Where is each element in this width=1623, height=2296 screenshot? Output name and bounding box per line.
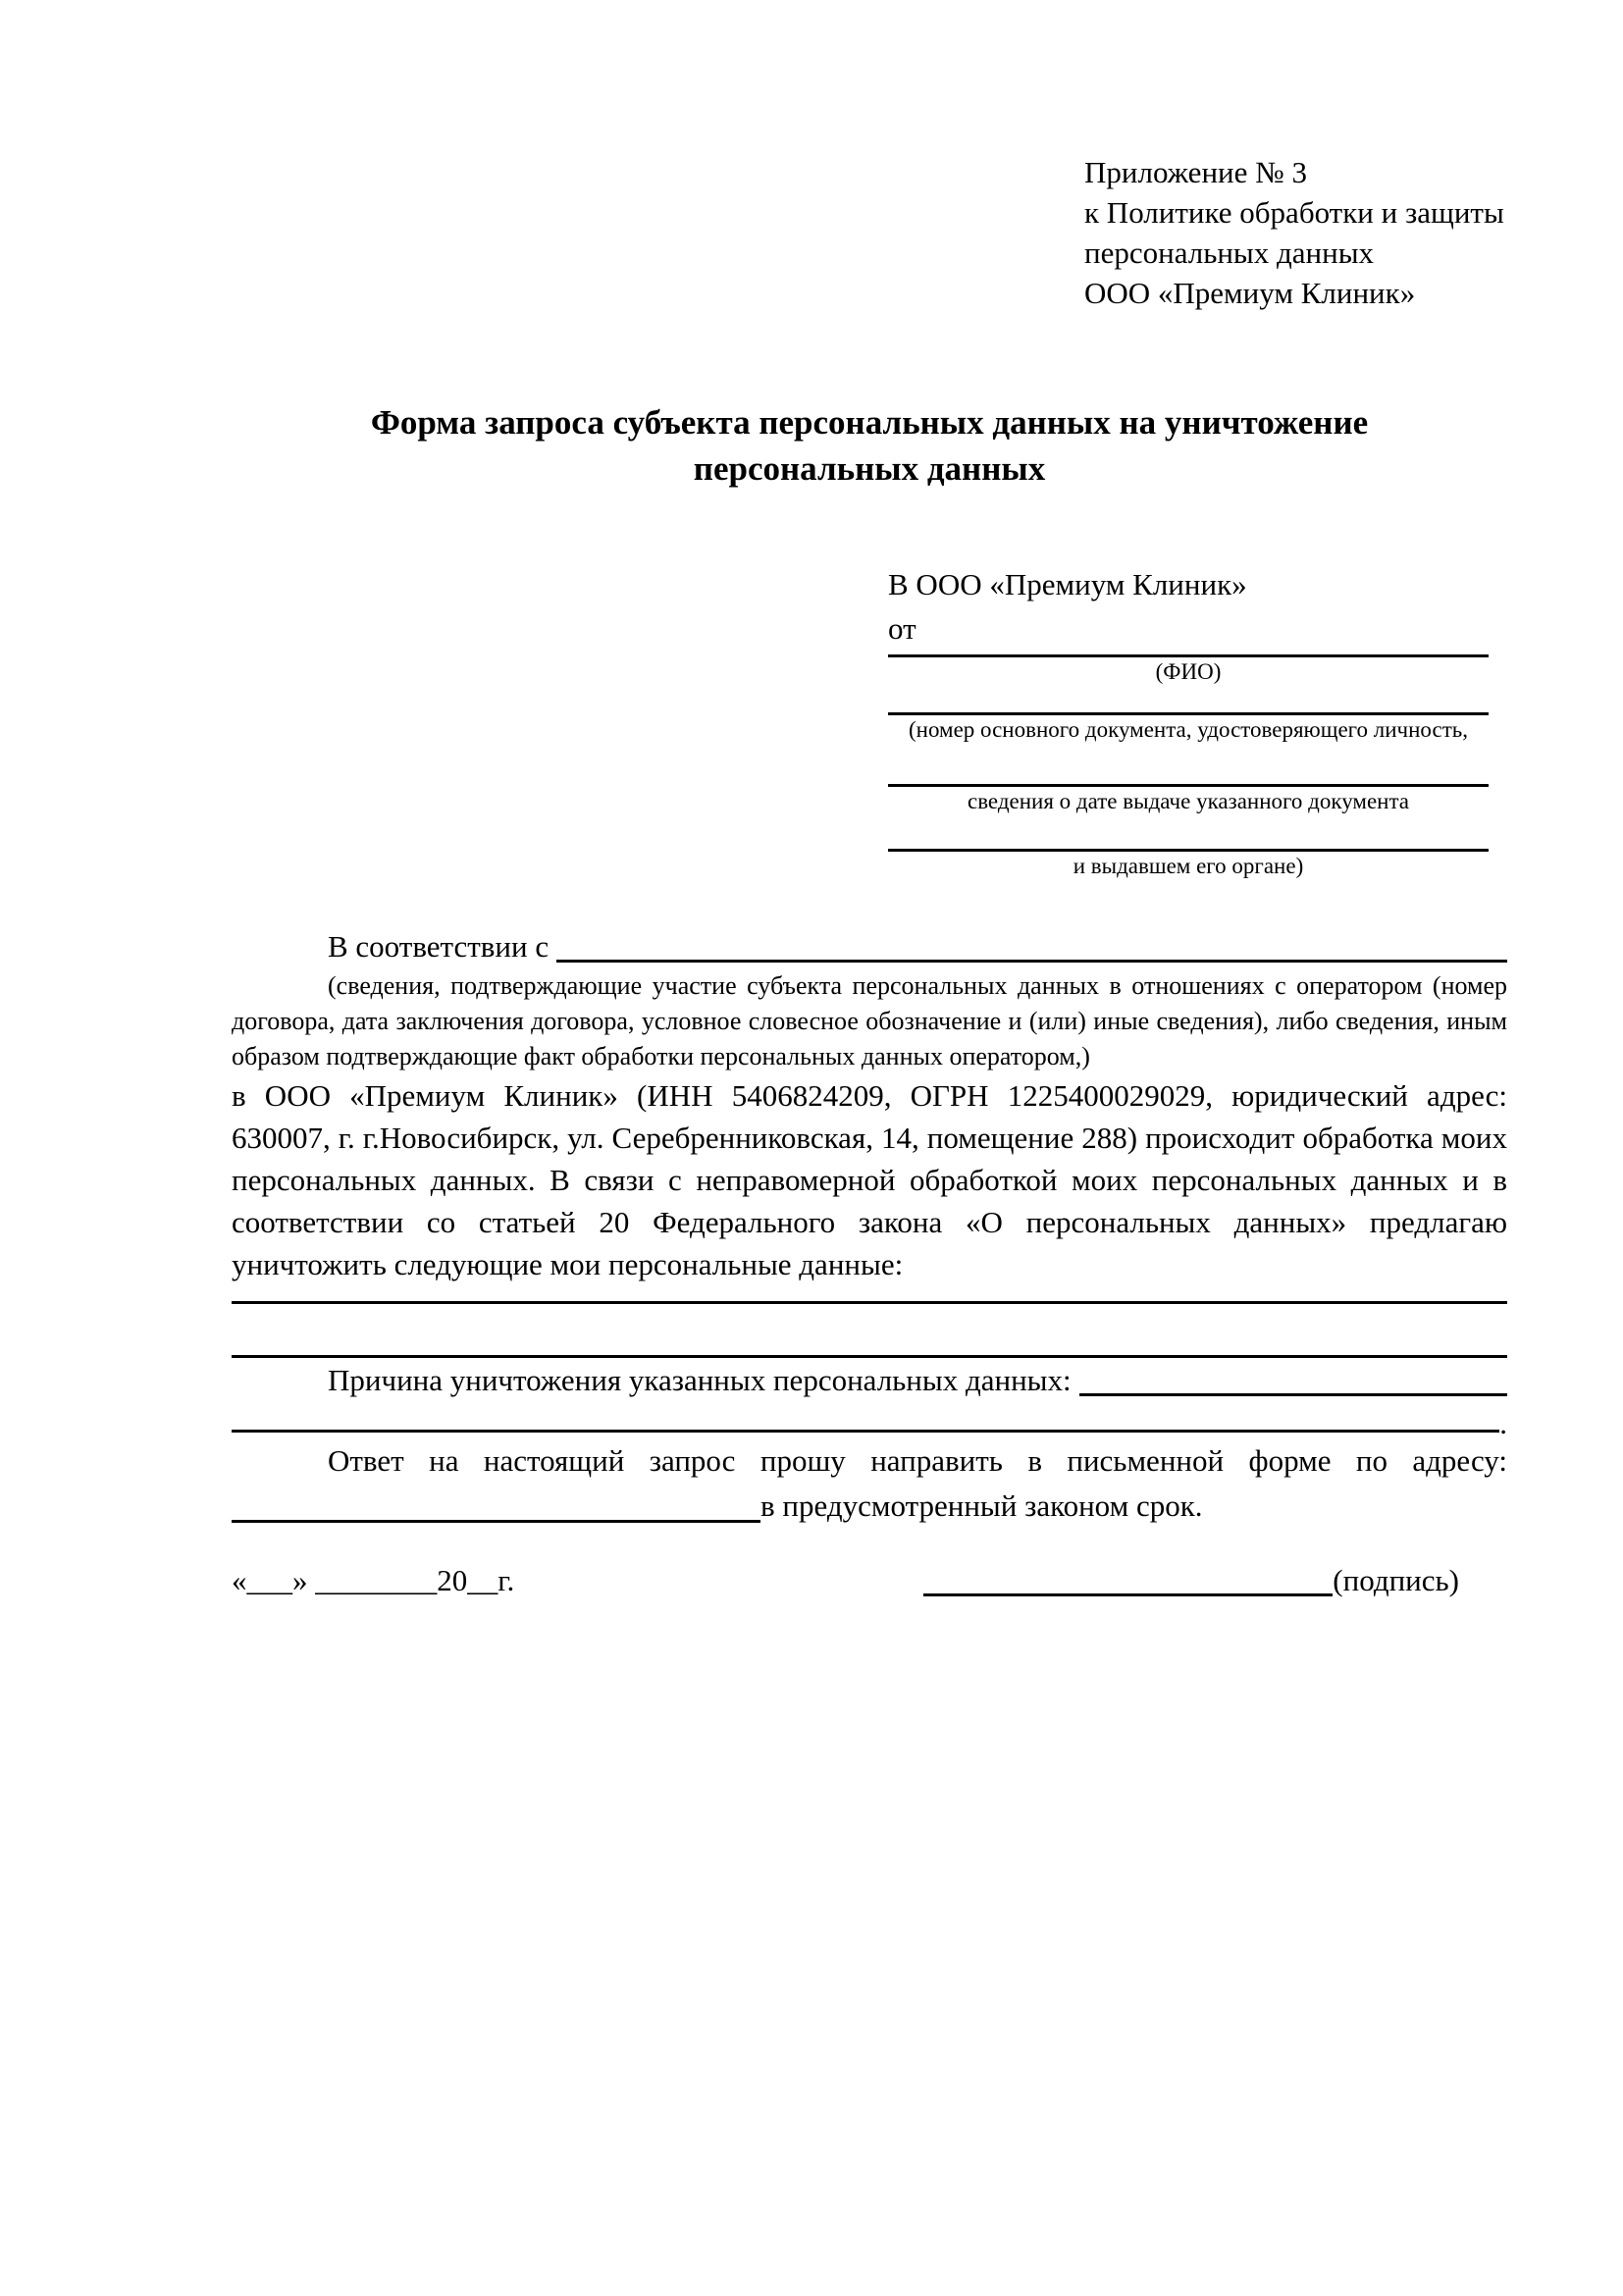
header-note-line-2: к Политике обработки и защиты — [1084, 195, 1504, 230]
accordance-label: В соответствии с — [328, 929, 550, 964]
title-line-2: персональных данных — [693, 449, 1046, 488]
signature-blank-line — [923, 1593, 1333, 1596]
id-document-blank-line — [888, 687, 1489, 715]
header-note-line-4: ООО «Премиум Клиник» — [1084, 276, 1416, 310]
header-note — [1084, 152, 1507, 313]
issue-date-caption: сведения о дате выдаче указанного документа — [967, 789, 1410, 813]
reason-line-period: . — [1499, 1406, 1507, 1440]
id-document-caption: (номер основного документа, удостоверяющего личность, — [908, 717, 1468, 742]
accordance-row — [232, 924, 1507, 968]
personal-data-blank-line-1 — [232, 1285, 1507, 1304]
issuing-authority-caption: и выдавшем его органе) — [1073, 854, 1304, 878]
signature-area — [923, 1558, 1459, 1602]
date-signature-row — [232, 1558, 1507, 1602]
fio-caption: (ФИО) — [1155, 659, 1222, 684]
addressee-to: В ООО «Премиум Клиник» — [888, 567, 1247, 601]
operator-paragraph: в ООО «Премиум Клиник» (ИНН 5406824209, ОГРН 1225400029029, юридический адрес: 630007, г. г.Новосибирск, ул. Серебренниковская, 14, помещение 288) происходит обработка моих персональных данных. В связи с неправомерной обработкой моих персональных данных и в соответствии со статьей 20 Федерального закона «О персональных данных» предлагаю уничтожить следующие мои персональные данные: — [232, 1078, 1507, 1281]
signature-caption: (подпись) — [1333, 1563, 1459, 1597]
reason-blank-line-2 — [232, 1430, 1499, 1433]
response-tail-text: в предусмотренный законом срок. — [760, 1488, 1203, 1523]
response-request-text: Ответ на настоящий запрос прошу направить в письменной форме по адресу: — [328, 1443, 1507, 1478]
header-note-line-1: Приложение № 3 — [1084, 155, 1307, 189]
fio-blank-line — [888, 651, 1489, 657]
addressee-from-label: от — [888, 611, 916, 646]
reason-continuation-row — [232, 1403, 1507, 1438]
reason-row — [232, 1358, 1507, 1403]
response-address-row — [232, 1484, 1507, 1529]
issue-date-blank-line — [888, 745, 1489, 787]
issuing-authority-blank-line — [888, 816, 1489, 852]
personal-data-blank-line-2 — [232, 1304, 1507, 1358]
reason-label: Причина уничтожения указанных персональных данных: — [328, 1363, 1072, 1397]
document-title — [232, 399, 1507, 492]
header-note-line-3: персональных данных — [1084, 235, 1375, 270]
reason-blank-line — [1079, 1393, 1507, 1396]
addressee-block — [888, 562, 1489, 881]
accordance-blank-line — [556, 960, 1507, 963]
address-blank-line — [232, 1520, 760, 1523]
title-line-1: Форма запроса субъекта персональных данных на уничтожение — [370, 403, 1369, 442]
date-blank: «___» ________20__г. — [232, 1563, 515, 1597]
accordance-note: (сведения, подтверждающие участие субъекта персональных данных в отношениях с оператором (номер договора, дата заключения договора, условное словесное обозначение и (или) иные сведения), либо сведения, иным образом подтверждающие факт обработки персональных данных оператором,) — [232, 971, 1507, 1070]
